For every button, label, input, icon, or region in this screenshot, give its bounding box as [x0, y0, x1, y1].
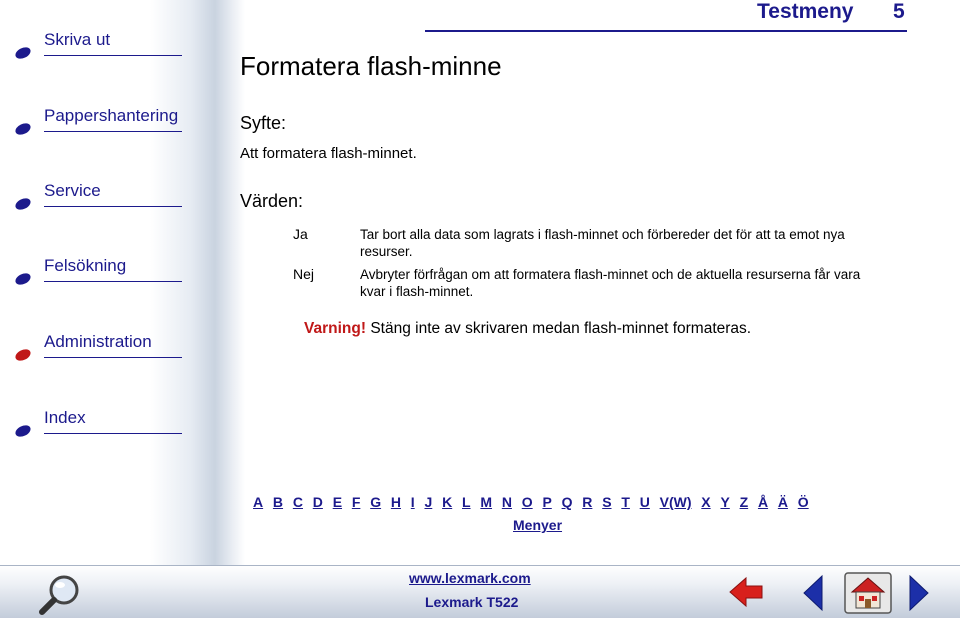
search-icon[interactable] — [36, 572, 86, 616]
warning-text: Stäng inte av skrivaren medan flash-minnet formateras. — [366, 320, 752, 337]
warning-label: Varning! — [304, 320, 367, 337]
nav-bullet-icon — [14, 40, 48, 60]
sidebar-item-felsokning[interactable] — [14, 256, 184, 286]
purpose-text: Att formatera flash-minnet. — [240, 145, 417, 162]
sidebar-item-label: Service — [44, 181, 101, 200]
menu-title-link[interactable]: Testmeny — [757, 0, 854, 23]
alpha-link[interactable]: Ö — [797, 494, 809, 510]
value-desc-nej: Avbryter förfrågan om att formatera flash-minnet och de aktuella resurserna får vara kvar i flash-minnet. — [360, 267, 861, 299]
nav-bullet-icon — [14, 116, 48, 136]
nav-underline — [44, 131, 182, 132]
previous-page-icon[interactable] — [800, 573, 826, 613]
alpha-link[interactable]: Y — [720, 494, 730, 510]
alpha-link[interactable]: V(W) — [659, 494, 692, 510]
alpha-link[interactable]: J — [424, 494, 433, 510]
sidebar-item-label: Administration — [44, 332, 152, 351]
alpha-link[interactable]: F — [351, 494, 361, 510]
sidebar-item-skriva-ut[interactable] — [14, 30, 184, 60]
alpha-link[interactable]: Q — [561, 494, 573, 510]
nav-underline — [44, 55, 182, 56]
nav-underline — [44, 433, 182, 434]
nav-bullet-icon-active — [14, 342, 48, 362]
next-page-icon[interactable] — [906, 573, 932, 613]
alpha-link[interactable]: X — [701, 494, 711, 510]
alpha-link[interactable]: K — [442, 494, 453, 510]
alpha-link[interactable]: L — [462, 494, 471, 510]
back-arrow-icon[interactable] — [728, 575, 764, 609]
value-key-ja: Ja — [293, 226, 308, 242]
alpha-link[interactable]: U — [639, 494, 650, 510]
alpha-link[interactable]: P — [542, 494, 552, 510]
sidebar-item-label: Index — [44, 408, 86, 427]
header-rule — [425, 30, 907, 32]
footer-rule — [0, 565, 960, 566]
alpha-link[interactable]: T — [621, 494, 630, 510]
alpha-link[interactable]: B — [272, 494, 284, 510]
alpha-link[interactable]: M — [480, 494, 493, 510]
nav-bullet-icon — [14, 191, 48, 211]
page-number: 5 — [893, 0, 905, 23]
page-title: Formatera flash-minne — [240, 51, 502, 81]
model-name: Lexmark T522 — [425, 594, 519, 610]
warning-note — [304, 320, 751, 338]
sidebar-item-label: Felsökning — [44, 256, 127, 275]
alphabet-index — [253, 494, 818, 510]
nav-underline — [44, 357, 182, 358]
sidebar-item-service[interactable] — [14, 181, 184, 211]
values-heading: Värden: — [240, 191, 304, 211]
alpha-link[interactable]: N — [501, 494, 512, 510]
alpha-link[interactable]: R — [582, 494, 593, 510]
sidebar-item-label: Skriva ut — [44, 30, 111, 49]
alpha-link[interactable]: C — [292, 494, 303, 510]
alpha-link[interactable]: Ä — [777, 494, 788, 510]
website-link[interactable]: www.lexmark.com — [409, 570, 531, 586]
alpha-link[interactable]: H — [390, 494, 401, 510]
nav-underline — [44, 206, 182, 207]
alpha-link[interactable]: G — [370, 494, 382, 510]
alpha-link[interactable]: Å — [757, 494, 769, 510]
value-desc-ja: Tar bort alla data som lagrats i flash-minnet och förbereder det för att ta emot nya resurser. — [360, 227, 845, 259]
alpha-link[interactable]: A — [253, 494, 264, 510]
sidebar-item-index[interactable] — [14, 408, 184, 438]
alpha-link[interactable]: I — [410, 494, 415, 510]
menus-link[interactable]: Menyer — [513, 517, 563, 533]
purpose-heading: Syfte: — [240, 113, 287, 133]
alpha-link[interactable]: Z — [739, 494, 749, 510]
nav-underline — [44, 281, 182, 282]
alpha-link[interactable]: O — [521, 494, 533, 510]
nav-bullet-icon — [14, 418, 48, 438]
alpha-link[interactable]: D — [312, 494, 323, 510]
sidebar-item-pappershantering[interactable] — [14, 106, 184, 136]
sidebar-item-administration[interactable] — [14, 332, 184, 362]
value-key-nej: Nej — [293, 266, 315, 282]
nav-bullet-icon — [14, 266, 48, 286]
alpha-link[interactable]: E — [332, 494, 343, 510]
home-icon[interactable] — [844, 572, 892, 614]
alpha-link[interactable]: S — [602, 494, 612, 510]
sidebar-item-label: Pappershantering — [44, 106, 179, 125]
